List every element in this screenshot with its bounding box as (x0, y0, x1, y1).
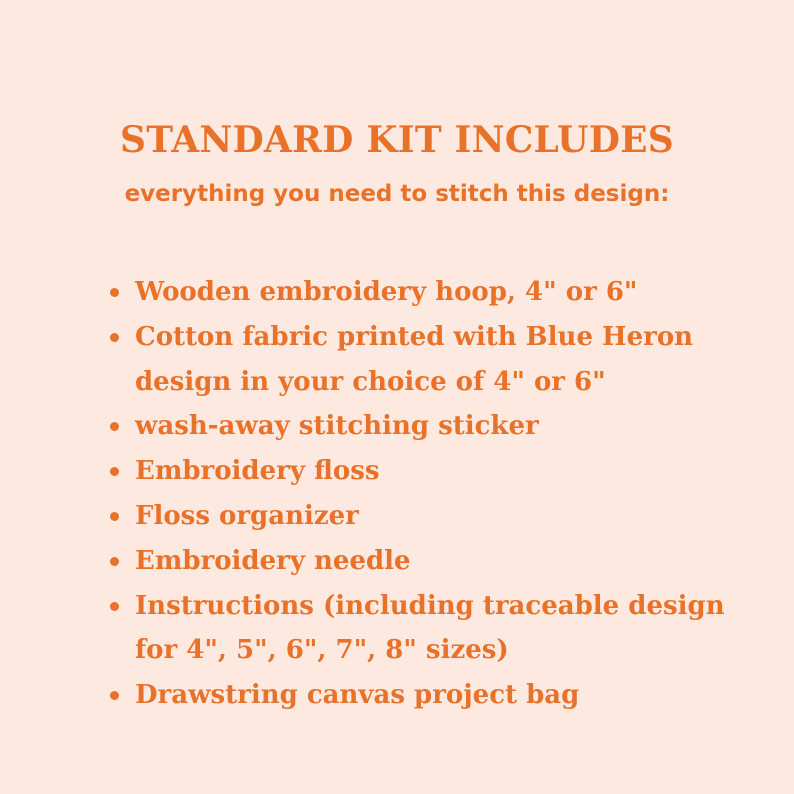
list-item-text: Embroidery floss (135, 456, 380, 487)
list-item-text: Cotton fabric printed with Blue Heron (135, 321, 694, 352)
page-subtitle: everything you need to stitch this design: (124, 181, 670, 207)
kit-items-list (105, 270, 745, 718)
list-item (105, 673, 745, 718)
list-item-text: Wooden embroidery hoop, 4" or 6" (135, 277, 638, 307)
list-item (105, 404, 745, 449)
list-item (105, 270, 745, 315)
bullet-icon (110, 557, 119, 566)
list-item (105, 584, 745, 674)
list-item (105, 315, 745, 405)
list-item-text: Embroidery needle (135, 545, 411, 576)
list-item (105, 449, 745, 494)
bullet-icon (110, 288, 119, 297)
page-title: STANDARD KIT INCLUDES (120, 119, 674, 161)
list-item-text: Instructions (including traceable design (135, 590, 725, 621)
bullet-icon (110, 691, 119, 700)
bullet-icon (110, 422, 119, 431)
bullet-icon (110, 512, 119, 521)
bullet-icon (110, 467, 119, 476)
list-item-text: design in your choice of 4" or 6" (135, 366, 606, 397)
list-item-text: Floss organizer (135, 500, 359, 531)
bullet-icon (110, 333, 119, 342)
list-item (105, 539, 745, 584)
list-item-text: Drawstring canvas project bag (135, 680, 580, 711)
list-item-text: for 4", 5", 6", 7", 8" sizes) (135, 635, 509, 666)
bullet-icon (110, 602, 119, 611)
list-item-text: wash-away stitching sticker (135, 411, 539, 442)
list-item (105, 494, 745, 539)
